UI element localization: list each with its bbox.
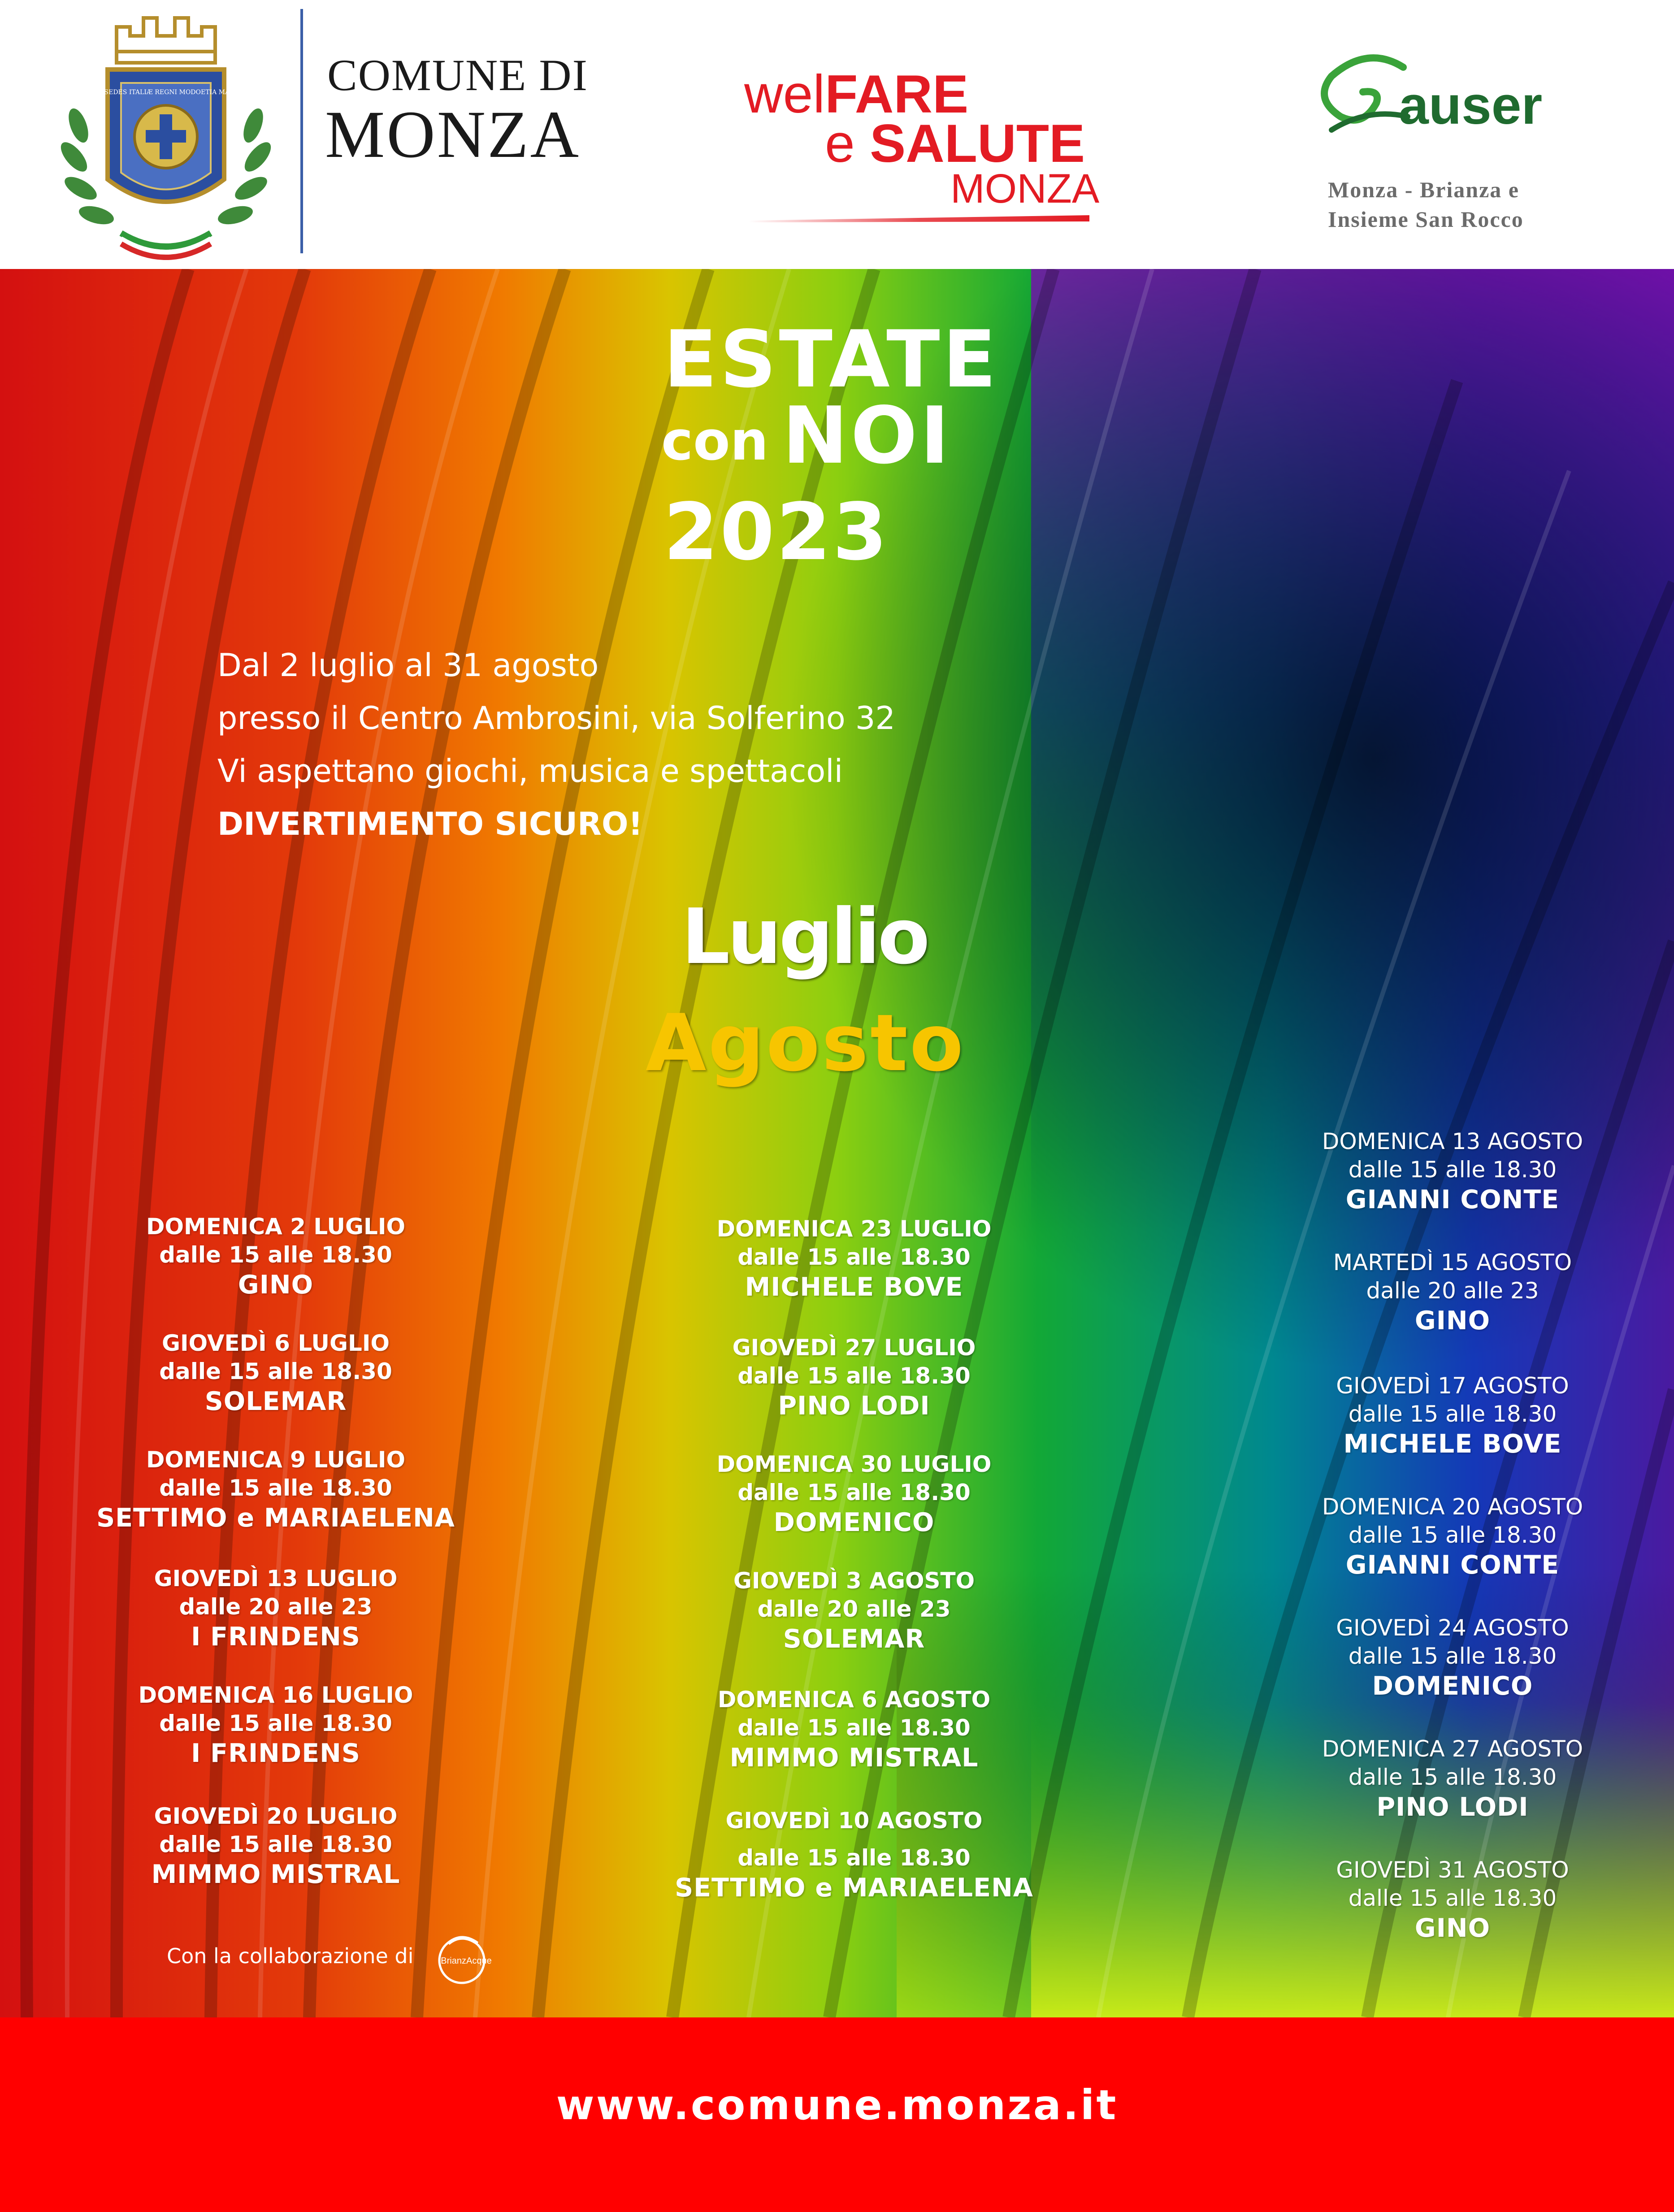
event-artist: GINO bbox=[1414, 1913, 1491, 1943]
event-time: dalle 15 alle 18.30 bbox=[737, 1479, 971, 1505]
event-artist: GIANNI CONTE bbox=[1345, 1185, 1560, 1214]
event-item bbox=[74, 1213, 477, 1301]
event-item bbox=[652, 1686, 1056, 1774]
month-luglio: Luglio bbox=[681, 893, 928, 981]
auser-sub-line1: Monza - Brianza e bbox=[1328, 177, 1519, 202]
month-agosto: Agosto bbox=[646, 998, 965, 1089]
event-item bbox=[1251, 1735, 1654, 1823]
event-date: DOMENICA 20 AGOSTO bbox=[1322, 1494, 1583, 1520]
footer-website-link[interactable]: www.comune.monza.it bbox=[556, 2081, 1118, 2129]
event-date: GIOVEDÌ 20 LUGLIO bbox=[154, 1803, 398, 1829]
welfare-monza: MONZA bbox=[950, 166, 1100, 212]
event-date: DOMENICA 23 LUGLIO bbox=[716, 1216, 992, 1242]
intro-line-activities: Vi aspettano giochi, musica e spettacoli bbox=[217, 753, 843, 789]
event-artist: DOMENICO bbox=[1372, 1671, 1533, 1701]
event-time: dalle 15 alle 18.30 bbox=[737, 1363, 971, 1389]
event-time: dalle 15 alle 18.30 bbox=[737, 1244, 971, 1270]
event-artist: MIMMO MISTRAL bbox=[151, 1860, 400, 1889]
header-divider bbox=[300, 9, 303, 253]
event-time: dalle 15 alle 18.30 bbox=[1348, 1643, 1557, 1669]
intro-text bbox=[217, 639, 895, 850]
event-date: DOMENICA 6 AGOSTO bbox=[717, 1687, 991, 1713]
event-item bbox=[1251, 1372, 1654, 1460]
event-date: GIOVEDÌ 6 LUGLIO bbox=[161, 1330, 390, 1356]
intro-line-venue: presso il Centro Ambrosini, via Solferino 32 bbox=[217, 700, 895, 737]
monza-coat-of-arms-icon bbox=[54, 9, 278, 260]
event-artist: GINO bbox=[238, 1270, 314, 1300]
brianzacque-logo-icon bbox=[424, 1930, 513, 1988]
event-item bbox=[74, 1329, 477, 1417]
event-artist: MIMMO MISTRAL bbox=[729, 1743, 979, 1773]
event-time: dalle 15 alle 18.30 bbox=[1348, 1522, 1557, 1548]
event-artist: PINO LODI bbox=[1376, 1792, 1529, 1822]
event-time: dalle 15 alle 18.30 bbox=[737, 1715, 971, 1741]
event-artist: GIANNI CONTE bbox=[1345, 1550, 1560, 1580]
event-artist: PINO LODI bbox=[778, 1391, 930, 1421]
event-time: dalle 20 alle 23 bbox=[757, 1596, 951, 1622]
event-item bbox=[74, 1802, 477, 1890]
footer-bar bbox=[0, 2017, 1674, 2212]
event-artist: I FRINDENS bbox=[191, 1622, 360, 1652]
event-item bbox=[1251, 1856, 1654, 1944]
event-item bbox=[652, 1215, 1056, 1303]
event-date: DOMENICA 27 AGOSTO bbox=[1322, 1736, 1583, 1762]
event-time: dalle 15 alle 18.30 bbox=[159, 1242, 392, 1268]
monza-label: MONZA bbox=[325, 97, 581, 172]
event-time: dalle 15 alle 18.30 bbox=[737, 1845, 971, 1871]
event-artist: GINO bbox=[1414, 1306, 1491, 1336]
auser-sub-line2: Insieme San Rocco bbox=[1328, 207, 1524, 232]
rainbow-poster-area bbox=[0, 269, 1674, 2017]
event-artist: DOMENICO bbox=[773, 1508, 935, 1537]
auser-subtitle bbox=[1328, 175, 1597, 234]
title-noi: NOI bbox=[782, 390, 952, 481]
event-artist: SOLEMAR bbox=[204, 1387, 347, 1416]
event-artist: I FRINDENS bbox=[191, 1739, 360, 1768]
salute-line bbox=[825, 113, 1085, 173]
auser-name: auser bbox=[1399, 75, 1543, 135]
event-time: dalle 15 alle 18.30 bbox=[159, 1831, 392, 1857]
event-date: GIOVEDÌ 10 AGOSTO bbox=[725, 1808, 983, 1834]
event-time: dalle 15 alle 18.30 bbox=[159, 1475, 392, 1501]
event-item bbox=[74, 1565, 477, 1652]
welfare-fare: FARE bbox=[825, 64, 969, 124]
event-time: dalle 15 alle 18.30 bbox=[1348, 1157, 1557, 1183]
event-time: dalle 15 alle 18.30 bbox=[159, 1358, 392, 1384]
welfare-salute: SALUTE bbox=[870, 113, 1085, 173]
brianzacque-logo-text: BrianzAcque bbox=[441, 1956, 492, 1966]
event-date: GIOVEDÌ 3 AGOSTO bbox=[733, 1568, 975, 1594]
event-item bbox=[652, 1334, 1056, 1422]
event-date: DOMENICA 2 LUGLIO bbox=[146, 1214, 406, 1240]
event-time: dalle 15 alle 18.30 bbox=[159, 1710, 392, 1736]
event-date: MARTEDÌ 15 AGOSTO bbox=[1333, 1249, 1572, 1275]
event-date: GIOVEDÌ 13 LUGLIO bbox=[154, 1566, 398, 1592]
event-artist: SOLEMAR bbox=[783, 1624, 925, 1654]
event-artist: SETTIMO e MARIAELENA bbox=[675, 1873, 1033, 1903]
event-time: dalle 15 alle 18.30 bbox=[1348, 1401, 1557, 1427]
event-item bbox=[1251, 1249, 1654, 1336]
welfare-e: e bbox=[825, 113, 855, 173]
event-date: GIOVEDÌ 31 AGOSTO bbox=[1336, 1857, 1569, 1883]
title-estate: ESTATE bbox=[664, 314, 999, 405]
event-time: dalle 20 alle 23 bbox=[179, 1594, 373, 1620]
intro-line-dates: Dal 2 luglio al 31 agosto bbox=[217, 647, 599, 684]
event-time: dalle 15 alle 18.30 bbox=[1348, 1764, 1557, 1790]
event-item bbox=[1251, 1493, 1654, 1581]
crest-motto: EST SEDES ITALIÆ REGNI MODOETIA MAGNI bbox=[89, 89, 243, 96]
event-artist: MICHELE BOVE bbox=[745, 1272, 963, 1302]
welfare-wel: wel bbox=[744, 64, 825, 124]
event-artist: SETTIMO e MARIAELENA bbox=[96, 1503, 455, 1533]
title-year: 2023 bbox=[664, 487, 889, 578]
event-item bbox=[1251, 1128, 1654, 1215]
event-date: DOMENICA 30 LUGLIO bbox=[716, 1451, 992, 1477]
welfare-underline-icon bbox=[749, 214, 1089, 222]
event-date: GIOVEDÌ 27 LUGLIO bbox=[732, 1335, 976, 1361]
comune-di-label: COMUNE DI bbox=[327, 50, 588, 100]
event-item bbox=[1251, 1614, 1654, 1702]
event-item bbox=[652, 1450, 1056, 1538]
event-date: DOMENICA 16 LUGLIO bbox=[138, 1682, 413, 1708]
event-item bbox=[74, 1681, 477, 1769]
event-item bbox=[652, 1567, 1056, 1655]
event-date: DOMENICA 9 LUGLIO bbox=[146, 1447, 406, 1473]
title-con: con bbox=[661, 410, 769, 473]
event-date: DOMENICA 13 AGOSTO bbox=[1322, 1128, 1583, 1154]
event-artist: MICHELE BOVE bbox=[1343, 1429, 1562, 1459]
event-time: dalle 20 alle 23 bbox=[1366, 1278, 1539, 1304]
event-item bbox=[652, 1807, 1056, 1904]
welfare-line bbox=[744, 64, 969, 124]
event-time: dalle 15 alle 18.30 bbox=[1348, 1885, 1557, 1911]
intro-line-slogan: DIVERTIMENTO SICURO! bbox=[217, 806, 643, 842]
event-item bbox=[74, 1446, 477, 1534]
event-date: GIOVEDÌ 17 AGOSTO bbox=[1336, 1373, 1569, 1399]
header bbox=[0, 0, 1674, 269]
collaboration-label: Con la collaborazione di bbox=[167, 1944, 414, 1968]
event-date: GIOVEDÌ 24 AGOSTO bbox=[1336, 1615, 1569, 1641]
